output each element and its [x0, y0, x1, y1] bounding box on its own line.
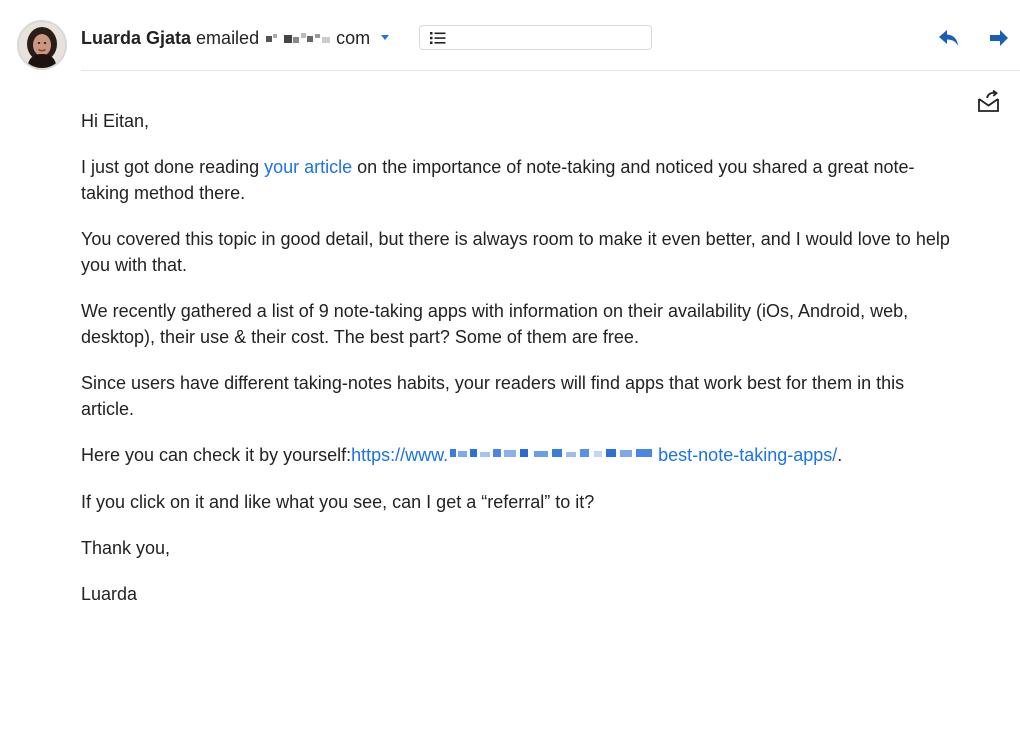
- message-header: [0, 0, 1020, 70]
- sender-line: [81, 27, 389, 50]
- recipient-domain[interactable]: com: [336, 28, 371, 48]
- forward-arrow-icon: [988, 28, 1010, 48]
- paragraph-2: You covered this topic in good detail, but there is always room to make it even better, and I would love to help you with that.: [81, 229, 950, 275]
- article-link[interactable]: your article: [264, 157, 353, 177]
- greeting: Hi Eitan,: [81, 111, 150, 131]
- reply-arrow-icon: [937, 28, 961, 48]
- sender-name[interactable]: Luarda Gjata: [81, 28, 192, 48]
- paragraph-1: I just got done reading your article on the importance of note-taking and noticed you shared a great note-taking method there.: [81, 157, 915, 203]
- redacted-url-part: [448, 441, 658, 467]
- envelope-reply-icon: [976, 90, 1002, 114]
- paragraph-4: Since users have different taking-notes habits, your readers will find apps that work best for them in this article.: [81, 373, 905, 419]
- reply-button[interactable]: [937, 28, 961, 53]
- mark-unread-button[interactable]: [976, 90, 1002, 119]
- redacted-recipient: [264, 28, 336, 50]
- sender-avatar[interactable]: [17, 20, 67, 70]
- paragraph-3: We recently gathered a list of 9 note-taking apps with information on their availability (iOs, Android, web, desktop), their use & their cost. The best part? Some of them are free.: [81, 301, 909, 347]
- message-body: [81, 108, 961, 627]
- header-divider: [81, 70, 1020, 71]
- recipient-dropdown-icon[interactable]: [381, 35, 389, 40]
- signature: Luarda: [81, 584, 138, 605]
- closing: Thank you,: [81, 538, 171, 559]
- avatar-photo: [19, 22, 65, 68]
- paragraph-5: Here you can check it by yourself:https://www. best-note-taking-apps/.: [81, 442, 961, 469]
- list-icon: [430, 31, 446, 45]
- action-text: emailed: [196, 28, 260, 48]
- apps-url-link[interactable]: https://www. best-note-taking-apps/: [351, 445, 837, 465]
- paragraph-6: If you click on it and like what you see, can I get a “referral” to it?: [81, 492, 595, 513]
- forward-button[interactable]: [988, 28, 1010, 53]
- message-summary-field[interactable]: [419, 25, 652, 50]
